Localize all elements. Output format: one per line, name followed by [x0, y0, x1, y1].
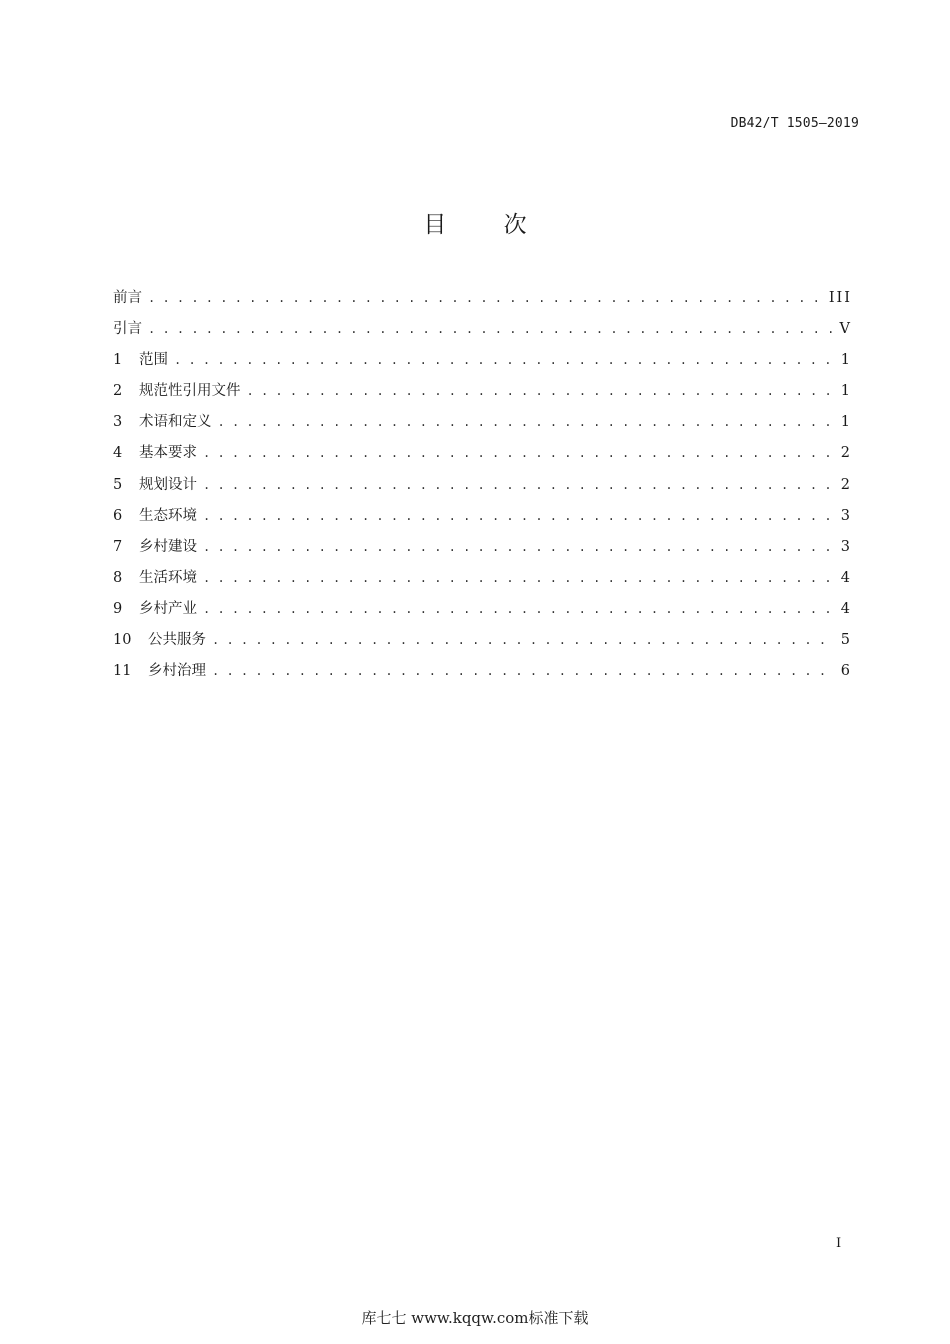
toc-leader-dots — [212, 664, 835, 678]
toc-entry-number: 1 — [113, 352, 123, 369]
toc-entry[interactable] — [113, 410, 852, 441]
toc-entry[interactable] — [113, 473, 852, 504]
toc-entry-label: 生态环境 — [139, 507, 197, 524]
toc-entry-page: 5 — [840, 632, 852, 649]
toc-entry-page: 6 — [840, 663, 852, 680]
standard-code: DB42/T 1505—2019 — [730, 116, 859, 131]
toc-leader-dots — [247, 384, 835, 398]
toc-entry[interactable] — [113, 566, 852, 597]
toc-leader-dots — [203, 571, 835, 585]
toc-entry-page: 2 — [840, 476, 852, 493]
toc-entry[interactable] — [113, 317, 852, 348]
toc-entry[interactable] — [113, 535, 852, 566]
toc-entry-label: 术语和定义 — [139, 414, 212, 431]
toc-entry-number: 7 — [113, 538, 123, 555]
toc-entry[interactable] — [113, 348, 852, 379]
toc-leader-dots — [203, 540, 835, 554]
toc-entry-page: 1 — [840, 414, 852, 431]
toc-entry-page: V — [839, 321, 852, 338]
toc-entry[interactable] — [113, 504, 852, 535]
toc-entry-page: III — [828, 290, 852, 306]
toc-entry-label: 基本要求 — [139, 445, 197, 462]
toc-entry-page: 4 — [840, 600, 852, 617]
toc-entry-page: 1 — [840, 383, 852, 400]
toc-entry[interactable] — [113, 659, 852, 690]
toc-entry[interactable] — [113, 441, 852, 472]
toc-entry-page: 3 — [840, 538, 852, 555]
toc-entry[interactable] — [113, 286, 852, 317]
page-number: I — [836, 1236, 842, 1251]
toc-leader-dots — [148, 322, 834, 336]
toc-entry-label: 生活环境 — [139, 569, 197, 586]
toc-entry[interactable] — [113, 597, 852, 628]
toc-entry-label: 公共服务 — [148, 632, 206, 649]
toc-leader-dots — [203, 509, 835, 523]
toc-entry-label: 乡村产业 — [139, 600, 197, 617]
toc-leader-dots — [174, 353, 835, 367]
toc-leader-dots — [203, 446, 835, 460]
toc-entry-label: 范围 — [139, 352, 168, 369]
toc-entry-label: 规范性引用文件 — [139, 383, 241, 400]
toc-leader-dots — [218, 415, 835, 429]
toc-entry-page: 4 — [840, 569, 852, 586]
toc-entry-page: 3 — [840, 507, 852, 524]
page-title: 目 次 — [423, 212, 552, 238]
toc-entry-label: 引言 — [113, 321, 142, 338]
toc-leader-dots — [203, 478, 835, 492]
toc-entry-number: 2 — [113, 383, 123, 400]
toc-entry[interactable] — [113, 628, 852, 659]
toc-entry-label: 乡村建设 — [139, 538, 197, 555]
toc-entry-number: 9 — [113, 600, 123, 617]
toc-leader-dots — [212, 633, 835, 647]
toc-entry-label: 乡村治理 — [148, 663, 206, 680]
toc-entry-page: 2 — [840, 445, 852, 462]
toc-entry-number: 8 — [113, 569, 123, 586]
toc-entry-label: 规划设计 — [139, 476, 197, 493]
table-of-contents — [113, 286, 852, 690]
footer-watermark: 库七七 www.kqqw.com标准下载 — [361, 1309, 589, 1327]
toc-entry-number: 5 — [113, 476, 123, 493]
toc-leader-dots — [148, 291, 823, 305]
toc-entry[interactable] — [113, 379, 852, 410]
toc-entry-number: 6 — [113, 507, 123, 524]
toc-leader-dots — [203, 602, 835, 616]
toc-entry-number: 10 — [113, 632, 132, 649]
toc-entry-page: 1 — [840, 352, 852, 369]
toc-entry-number: 3 — [113, 414, 123, 431]
toc-entry-number: 4 — [113, 445, 123, 462]
toc-entry-label: 前言 — [113, 290, 142, 306]
toc-entry-number: 11 — [113, 663, 132, 680]
